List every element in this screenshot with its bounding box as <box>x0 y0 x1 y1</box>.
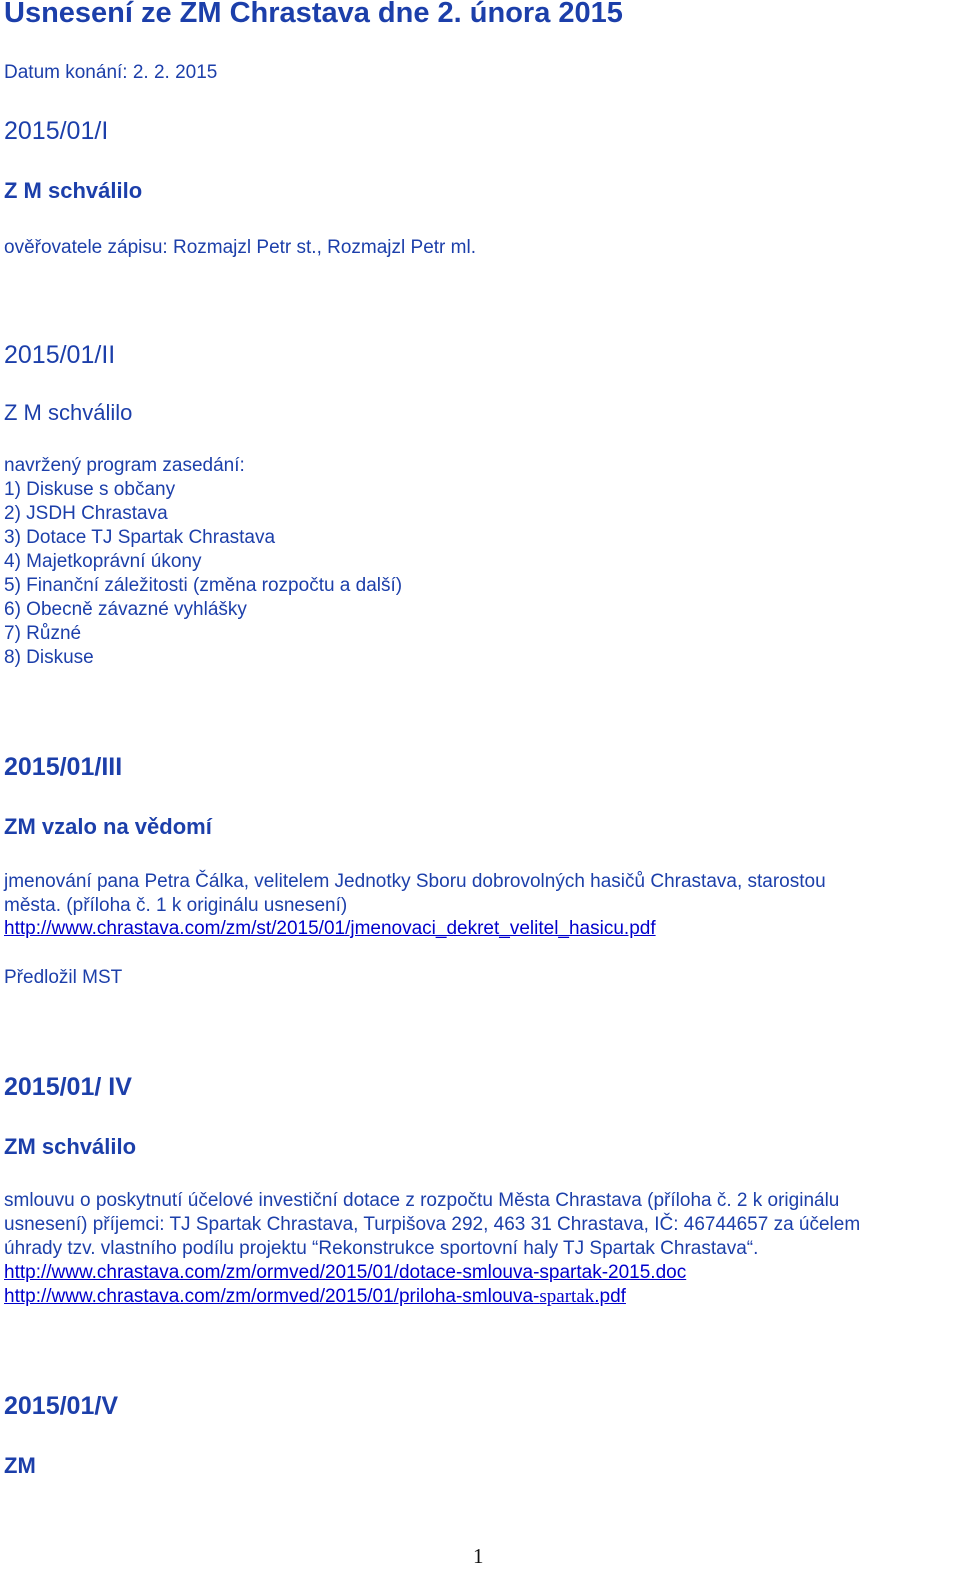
resolution-text-4-line-1: smlouvu o poskytnutí účelové investiční dotace z rozpočtu Města Chrastava (příloha č. 2 k originálu <box>4 1190 840 1211</box>
resolution-verb-4: ZM schválilo <box>4 1134 137 1159</box>
resolution-number-4: 2015/01/ IV <box>4 1073 132 1101</box>
program-item: 1) Diskuse s občany <box>4 479 176 500</box>
resolution-text-4-line-3: úhrady tzv. vlastního podílu projektu “Rekonstrukce sportovní haly TJ Spartak Chrastava“. <box>4 1238 759 1259</box>
page-number: 1 <box>473 1544 484 1568</box>
resolution-number-2: 2015/01/II <box>4 341 116 369</box>
document-title: Usnesení ze ZM Chrastava dne 2. února 2015 <box>4 0 623 29</box>
resolution-text-4-line-2: usnesení) příjemci: TJ Spartak Chrastava, Turpišova 292, 463 31 Chrastava, IČ: 46744657 za účelem <box>4 1214 861 1235</box>
program-item: 3) Dotace TJ Spartak Chrastava <box>4 527 276 548</box>
resolution-verb-1: Z M schválilo <box>4 178 143 203</box>
priloha-link-suffix: .pdf <box>594 1286 626 1307</box>
resolution-number-3: 2015/01/III <box>4 753 123 781</box>
program-intro: navržený program zasedání: <box>4 455 245 476</box>
resolution-text-3-line-1: jmenování pana Petra Čálka, velitelem Jednotky Sboru dobrovolných hasičů Chrastava, starostou <box>4 871 826 892</box>
program-item: 4) Majetkoprávní úkony <box>4 551 202 572</box>
hasici-dekret-link[interactable]: http://www.chrastava.com/zm/st/2015/01/jmenovaci_dekret_velitel_hasicu.pdf <box>4 918 656 939</box>
meeting-date: Datum konání: 2. 2. 2015 <box>4 62 218 83</box>
program-item: 7) Různé <box>4 623 82 644</box>
priloha-smlouva-link[interactable] <box>4 1286 626 1308</box>
resolution-text-3-line-2: města. (příloha č. 1 k originálu usnesení) <box>4 895 348 916</box>
program-item: 5) Finanční záležitosti (změna rozpočtu a další) <box>4 575 403 596</box>
dotace-smlouva-link[interactable]: http://www.chrastava.com/zm/ormved/2015/01/dotace-smlouva-spartak-2015.doc <box>4 1262 687 1283</box>
program-item: 6) Obecně závazné vyhlášky <box>4 599 247 620</box>
program-item: 8) Diskuse <box>4 647 94 668</box>
submitted-by: Předložil MST <box>4 967 123 988</box>
resolution-verb-3: ZM vzalo na vědomí <box>4 814 212 839</box>
resolution-verb-2: Z M schválilo <box>4 400 133 425</box>
resolution-number-1: 2015/01/I <box>4 117 109 145</box>
priloha-link-serif-part: spartak <box>539 1286 595 1307</box>
program-item: 2) JSDH Chrastava <box>4 503 168 524</box>
priloha-link-prefix: http://www.chrastava.com/zm/ormved/2015/01/priloha-smlouva- <box>4 1286 540 1307</box>
resolution-verb-5: ZM <box>4 1453 36 1478</box>
resolution-text-1: ověřovatele zápisu: Rozmajzl Petr st., Rozmajzl Petr ml. <box>4 237 476 258</box>
program-list <box>4 478 402 670</box>
resolution-number-5: 2015/01/V <box>4 1392 118 1420</box>
